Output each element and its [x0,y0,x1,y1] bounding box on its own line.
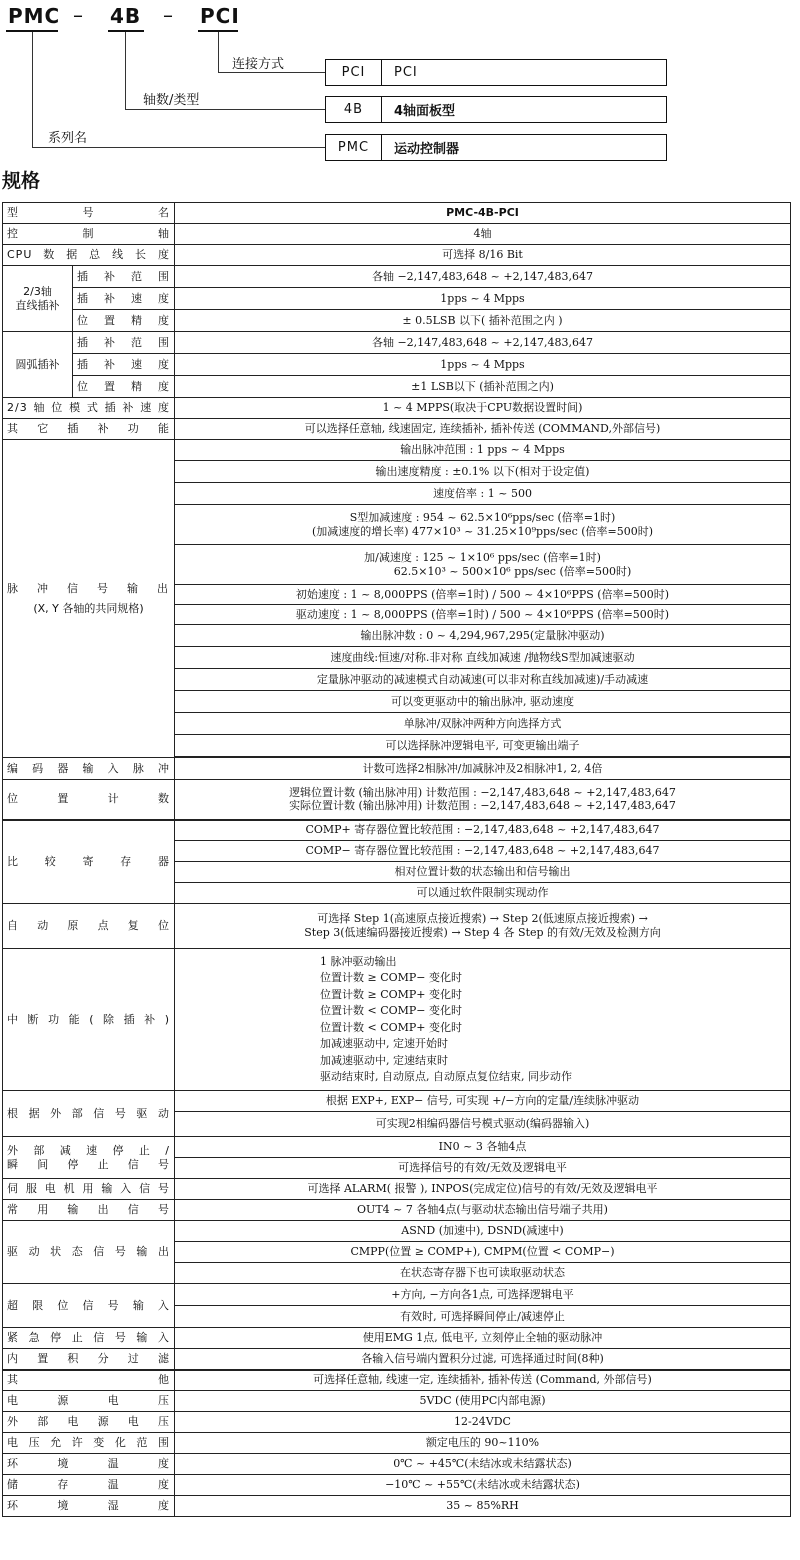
table-row [3,1179,791,1200]
row-label: 电压允许变化范围 [3,1433,175,1454]
model-dash-1: – [73,3,83,27]
connector-series-h [32,147,325,148]
label-line: 外部减速停止/ [7,1143,170,1157]
table-row [3,288,791,310]
value-line: S型加减速度 : 954 ~ 62.5×10⁶pps/sec (倍率=1时) [349,510,616,524]
table-row [3,780,791,820]
row-value: 1pps ~ 4 Mpps [175,354,791,376]
group-label-line: 脉冲信号输出 [7,581,170,595]
row-label: 插补范围 [73,332,175,354]
row-label: 其他 [3,1370,175,1391]
row-value: 速度倍率 : 1 ~ 500 [175,483,791,505]
row-label: 位置精度 [73,376,175,398]
table-row [3,1496,791,1517]
row-label: 电源电压 [3,1391,175,1412]
row-value [175,545,791,585]
row-value [175,780,791,820]
row-value: 速度曲线:恒速/对称.非对称 直线加减速 /抛物线S型加减速驱动 [175,647,791,669]
row-value: 可以选择脉冲逻辑电平, 可变更输出端子 [175,735,791,757]
row-label: 环境湿度 [3,1496,175,1517]
row-label [3,1137,175,1179]
row-label: 根据外部信号驱动 [3,1091,175,1137]
table-row [3,904,791,949]
model-part-axes: 4B [110,4,142,28]
row-value: 计数可选择2相脉冲/加减脉冲及2相脉冲1, 2, 4倍 [175,758,791,780]
row-label: 插补范围 [73,266,175,288]
row-value: 各轴 −2,147,483,648 ~ +2,147,483,647 [175,266,791,288]
code-box-desc: 4轴面板型 [394,104,456,119]
label-line: 瞬间停止信号 [7,1157,170,1171]
label-series: 系列名 [48,131,88,146]
connector-connection-h [218,72,325,73]
row-value: 可以选择任意轴, 线速固定, 连续插补, 插补传送 (COMMAND,外部信号) [175,419,791,440]
table-row [3,310,791,332]
value-line: Step 3(低速编码器接近搜索) → Step 4 各 Step 的有效/无效及检测方向 [304,926,661,939]
value-line: 实际位置计数 (输出脉冲用) 计数范围 : −2,147,483,648 ~ +2,147,483,647 [289,799,676,813]
row-value: 12-24VDC [175,1412,791,1433]
value-line: 位置计数 < COMP+ 变化时 [320,1020,463,1034]
row-value: 定量脉冲驱动的减速模式自动减速(可以非对称直线加减速)/手动减速 [175,669,791,691]
row-value: 根据 EXP+, EXP− 信号, 可实现 +/−方向的定量/连续脉冲驱动 [175,1091,791,1112]
row-label: 环境温度 [3,1454,175,1475]
value-line: 加减速驱动中, 定速结束时 [320,1053,448,1067]
row-value: +方向, −方向各1点, 可选择逻辑电平 [175,1284,791,1306]
model-part-connection: PCI [200,4,240,28]
row-value: 可选择 8/16 Bit [175,245,791,266]
table-row [3,419,791,440]
table-row [3,820,791,841]
table-row [3,758,791,780]
model-part-series: PMC [8,4,61,28]
row-label: 中断功能(除插补) [3,949,175,1091]
row-label: 插补速度 [73,354,175,376]
row-value: 有效时, 可选择瞬间停止/减速停止 [175,1306,791,1328]
row-label: 驱动状态信号输出 [3,1221,175,1284]
row-label: CPU数据总线长度 [3,245,175,266]
value-line: (加减速度的增长率) 477×10³ ~ 31.25×10⁹pps/sec (倍率=500时) [311,524,654,538]
table-row [3,376,791,398]
table-row [3,1475,791,1496]
row-label: 外部电源电压 [3,1412,175,1433]
table-row [3,1370,791,1391]
table-row [3,398,791,419]
row-value: ±1 LSB以下 (插补范围之内) [175,376,791,398]
code-box-code: PMC [326,135,382,160]
row-value: 驱动速度 : 1 ~ 8,000PPS (倍率=1时) / 500 ~ 4×10⁶PPS (倍率=500时) [175,605,791,625]
value-line: 加减速驱动中, 定速开始时 [320,1037,448,1050]
table-row [3,1349,791,1370]
connector-connection-v [218,32,219,72]
row-value: 各轴 −2,147,483,648 ~ +2,147,483,647 [175,332,791,354]
group-label-line: 直线插补 [15,298,60,312]
row-value: 可选择任意轴, 线速一定, 连续插补, 插补传送 (Command, 外部信号) [175,1370,791,1391]
value-line: 逻辑位置计数 (输出脉冲用) 计数范围 : −2,147,483,648 ~ +2,147,483,647 [289,785,676,799]
value-line: 可选择 Step 1(高速原点接近搜索) → Step 2(低速原点接近搜索) → [317,912,648,926]
row-value: 1 ~ 4 MPPS(取决于CPU数据设置时间) [175,398,791,419]
code-box-code: PCI [326,60,382,85]
row-value: 0℃ ~ +45℃(未结冰或未结露状态) [175,1454,791,1475]
row-value: 各输入信号端内置积分过滤, 可选择通过时间(8种) [175,1349,791,1370]
row-value: 单脉冲/双脉冲两种方向选择方式 [175,713,791,735]
group-label-line: 2/3轴 [23,284,52,298]
table-row [3,1091,791,1112]
value-line: 位置计数 ≥ COMP+ 变化时 [320,987,463,1001]
row-label: 超限位信号输入 [3,1284,175,1328]
group-label-circular: 圆弧插补 [3,332,73,398]
table-row [3,224,791,245]
row-label: 编码器输入脉冲 [3,758,175,780]
row-value: 使用EMG 1点, 低电平, 立刻停止全轴的驱动脉冲 [175,1328,791,1349]
section-title: 规格 [2,170,41,192]
row-value: 35 ~ 85%RH [175,1496,791,1517]
row-label: 位置计数 [3,780,175,820]
row-label: 储存温度 [3,1475,175,1496]
row-value: 输出速度精度 : ±0.1% 以下(相对于设定值) [175,461,791,483]
row-label: 内置积分过滤 [3,1349,175,1370]
row-label: 控制轴 [3,224,175,245]
value-line: 位置计数 ≥ COMP− 变化时 [320,971,463,984]
group-label-line: (X, Y 各轴的共同规格) [33,601,144,615]
row-label: 位置精度 [73,310,175,332]
row-value: PMC-4B-PCI [175,203,791,224]
row-value: 可选择信号的有效/无效及逻辑电平 [175,1158,791,1179]
connector-axes-h [125,109,325,110]
model-dash-2: – [163,3,173,27]
row-value: 相对位置计数的状态输出和信号输出 [175,862,791,883]
code-box-pmc [325,134,667,161]
table-row [3,1137,791,1158]
table-row [3,1284,791,1306]
row-value: 在状态寄存器下也可读取驱动状态 [175,1263,791,1284]
row-value: IN0 ~ 3 各轴4点 [175,1137,791,1158]
row-value: 可实现2相编码器信号模式驱动(编码器输入) [175,1112,791,1137]
table-row [3,949,791,1091]
code-box-code: 4B [326,97,382,122]
row-label: 自动原点复位 [3,904,175,949]
group-label-linear [3,266,73,332]
value-line: 1 脉冲驱动输出 [320,954,397,968]
row-value: ASND (加速中), DSND(减速中) [175,1221,791,1242]
row-value: 1pps ~ 4 Mpps [175,288,791,310]
row-value: 额定电压的 90~110% [175,1433,791,1454]
row-value [175,904,791,949]
row-value: 5VDC (使用PC内部电源) [175,1391,791,1412]
row-label: 其它插补功能 [3,419,175,440]
row-label: 型号名 [3,203,175,224]
row-label: 紧急停止信号输入 [3,1328,175,1349]
row-value: CMPP(位置 ≥ COMP+), CMPM(位置 < COMP−) [175,1242,791,1263]
code-box-4b [325,96,667,123]
spec-table [2,202,791,1517]
row-label: 比较寄存器 [3,820,175,904]
row-label: 伺服电机用输入信号 [3,1179,175,1200]
label-connection: 连接方式 [232,57,285,72]
row-value: COMP+ 寄存器位置比较范围 : −2,147,483,648 ~ +2,147,483,647 [175,820,791,841]
value-line: 位置计数 < COMP− 变化时 [320,1004,463,1017]
table-row [3,1200,791,1221]
row-label: 插补速度 [73,288,175,310]
code-box-pci [325,59,667,86]
table-row [3,1433,791,1454]
table-row [3,440,791,461]
row-label: 2/3轴位模式插补速度 [3,398,175,419]
row-value: ± 0.5LSB 以下( 插补范围之内 ) [175,310,791,332]
table-row [3,332,791,354]
row-value: OUT4 ~ 7 各轴4点(与驱动状态输出信号端子共用) [175,1200,791,1221]
row-value: 可选择 ALARM( 报警 ), INPOS(完成定位)信号的有效/无效及逻辑电平 [175,1179,791,1200]
row-value: 输出脉冲数 : 0 ~ 4,294,967,295(定量脉冲驱动) [175,625,791,647]
table-row [3,354,791,376]
value-line: 62.5×10³ ~ 500×10⁶ pps/sec (倍率=500时) [393,564,632,578]
table-row [3,1412,791,1433]
table-row [3,1391,791,1412]
table-row [3,1221,791,1242]
code-box-desc: PCI [394,65,418,80]
table-row [3,245,791,266]
connector-axes-v [125,32,126,109]
group-label-pulse [3,440,175,758]
row-value: 可以变更驱动中的输出脉冲, 驱动速度 [175,691,791,713]
row-value: 4轴 [175,224,791,245]
value-line: 加/减速度 : 125 ~ 1×10⁶ pps/sec (倍率=1时) [364,550,601,564]
row-value: 初始速度 : 1 ~ 8,000PPS (倍率=1时) / 500 ~ 4×10⁶PPS (倍率=500时) [175,585,791,605]
table-row [3,203,791,224]
value-line: 驱动结束时, 自动原点, 自动原点复位结束, 同步动作 [320,1070,572,1083]
table-row [3,1328,791,1349]
row-value: −10℃ ~ +55℃(未结冰或未结露状态) [175,1475,791,1496]
connector-series-v [32,32,33,147]
row-value [175,949,791,1091]
table-row [3,266,791,288]
underline-axes [108,30,144,32]
label-axes: 轴数/类型 [143,93,200,108]
row-value: 可以通过软件限制实现动作 [175,883,791,904]
row-label: 常用输出信号 [3,1200,175,1221]
row-value: COMP− 寄存器位置比较范围 : −2,147,483,648 ~ +2,147,483,647 [175,841,791,862]
row-value [175,505,791,545]
table-row [3,1454,791,1475]
row-value: 输出脉冲范围 : 1 pps ~ 4 Mpps [175,440,791,461]
code-box-desc: 运动控制器 [394,142,460,157]
